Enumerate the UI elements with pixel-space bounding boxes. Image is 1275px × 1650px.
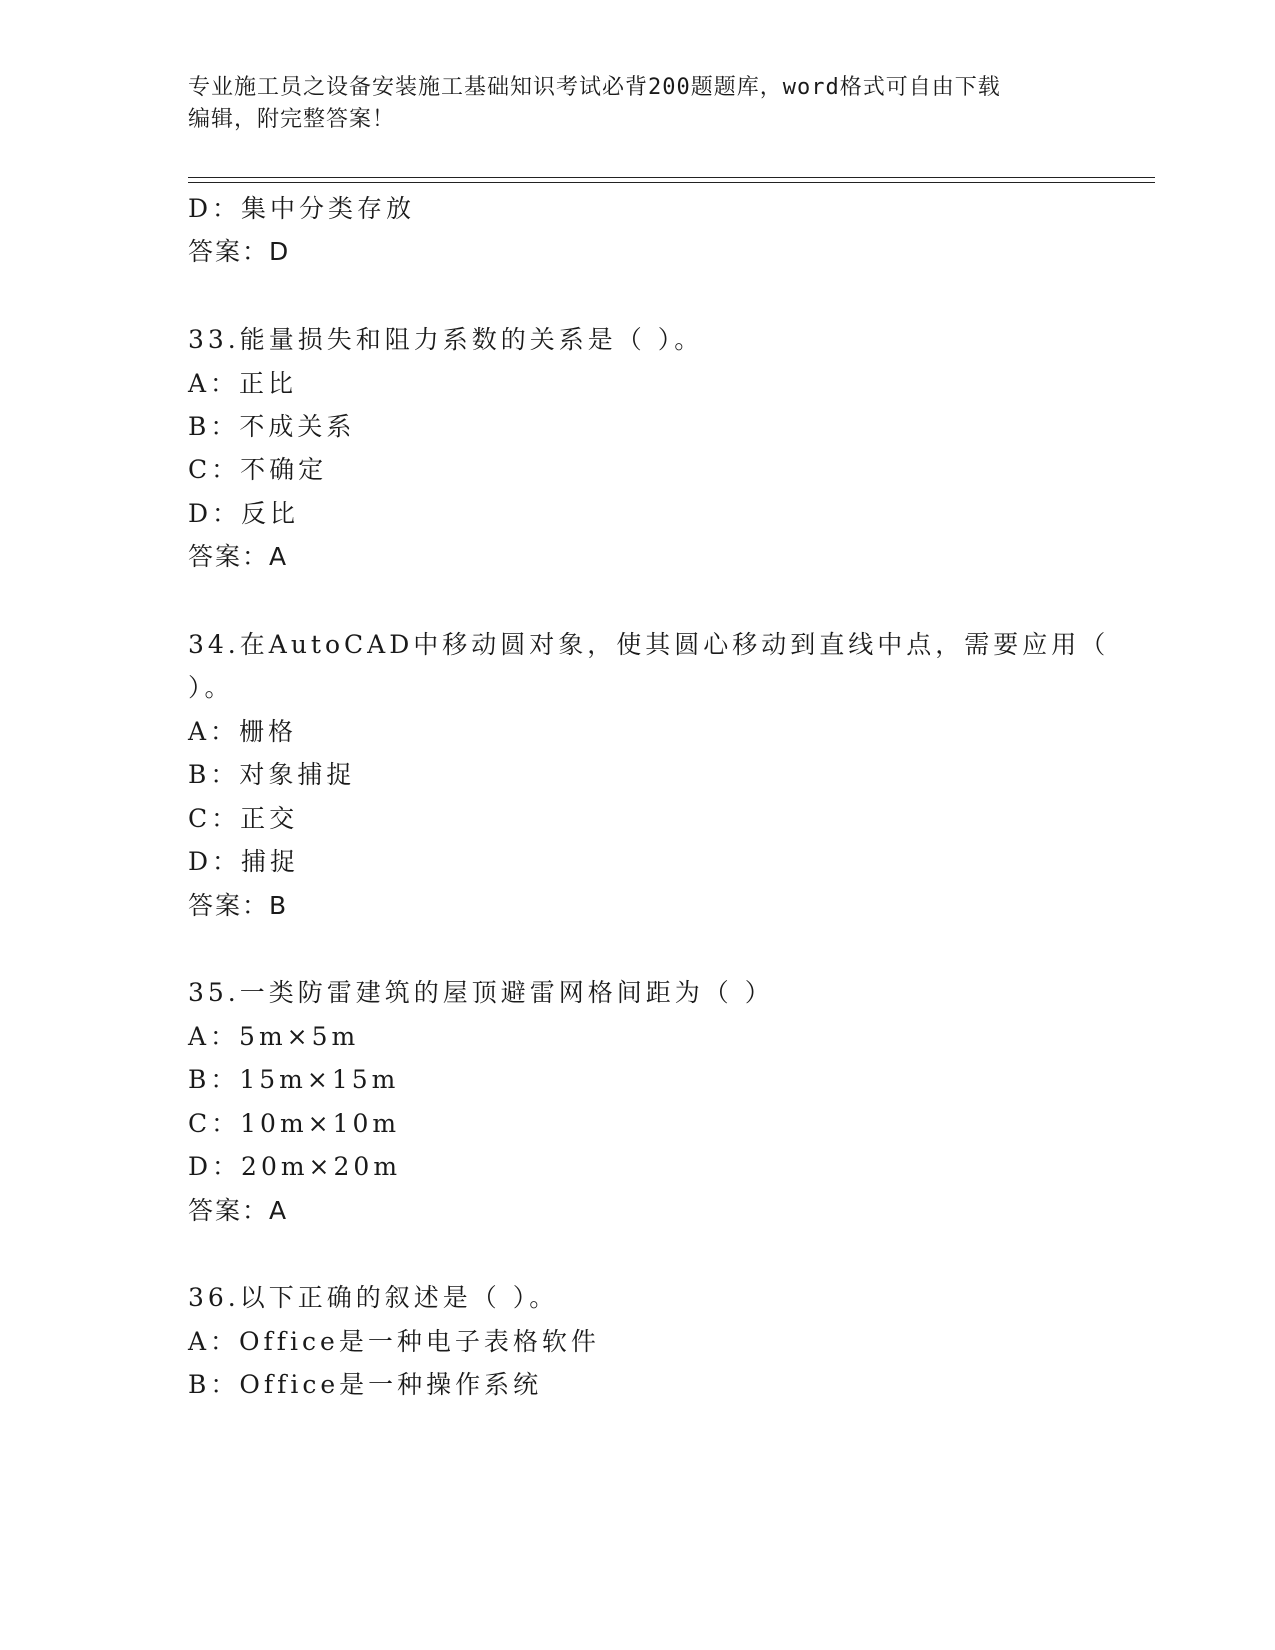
q34-option-b: B：对象捕捉: [188, 760, 356, 789]
q35-stem: 35.一类防雷建筑的屋顶避雷网格间距为（ ）: [188, 978, 774, 1007]
q35-answer: 答案：A: [188, 1196, 289, 1225]
q33-answer: 答案：A: [188, 542, 289, 571]
header-line-1: 专业施工员之设备安装施工基础知识考试必背200题题库，word格式可自由下载: [188, 75, 1001, 100]
q36-option-b: B：Office是一种操作系统: [188, 1370, 543, 1399]
document-header: [188, 72, 1068, 136]
q33-option-c: C：不确定: [188, 455, 328, 484]
header-rule-bottom: [188, 182, 1155, 183]
q34-stem-line-2: ）。: [188, 673, 234, 702]
q34-stem-line-1: 34.在AutoCAD中移动圆对象，使其圆心移动到直线中点，需要应用（: [188, 630, 1110, 659]
q35-option-b: B：15m×15m: [188, 1065, 400, 1094]
q34-answer: 答案：B: [188, 891, 289, 920]
q35-option-d: D：20m×20m: [188, 1152, 402, 1181]
q34-option-d: D：捕捉: [188, 847, 300, 876]
header-line-2: 编辑，附完整答案！: [188, 107, 396, 132]
q35-option-c: C：10m×10m: [188, 1109, 401, 1138]
q33-option-b: B：不成关系: [188, 412, 356, 441]
q34-option-c: C：正交: [188, 804, 299, 833]
q32-option-d: D：集中分类存放: [188, 194, 416, 223]
q34-option-a: A：栅格: [188, 717, 298, 746]
q32-answer: 答案：D: [188, 237, 291, 266]
q36-option-a: A：Office是一种电子表格软件: [188, 1327, 600, 1356]
q33-stem: 33.能量损失和阻力系数的关系是（ ）。: [188, 325, 704, 354]
header-rule-top: [188, 177, 1155, 178]
q33-option-d: D：反比: [188, 499, 300, 528]
q36-stem: 36.以下正确的叙述是（ ）。: [188, 1283, 559, 1312]
q35-option-a: A：5m×5m: [188, 1022, 360, 1051]
q33-option-a: A：正比: [188, 369, 298, 398]
